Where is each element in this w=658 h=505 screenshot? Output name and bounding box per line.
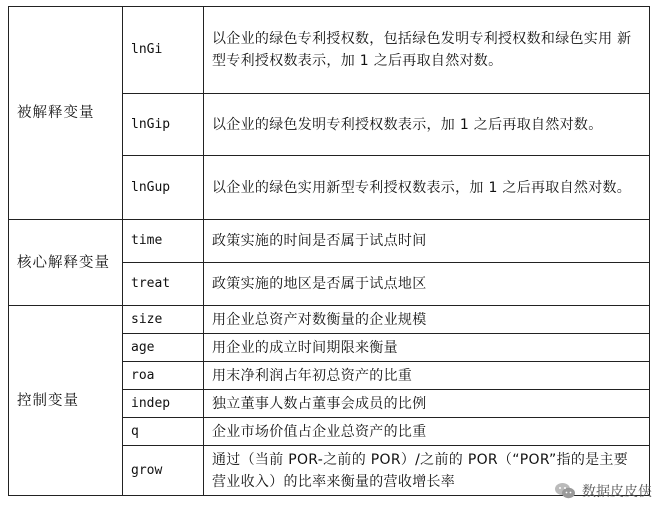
variable-description: 用企业总资产对数衡量的企业规模 xyxy=(204,306,650,334)
variable-description: 以企业的绿色发明专利授权数表示，加 1 之后再取自然对数。 xyxy=(204,94,650,156)
variable-name: time xyxy=(123,220,204,263)
variable-definition-table xyxy=(8,6,650,496)
variable-description: 独立董事人数占董事会成员的比例 xyxy=(204,390,650,418)
group-control-variable: 控制变量 xyxy=(9,306,123,496)
variable-description: 政策实施的时间是否属于试点时间 xyxy=(204,220,650,263)
variable-name: lnGup xyxy=(123,156,204,220)
watermark-badge xyxy=(554,481,652,501)
table-row xyxy=(9,7,650,94)
variable-description: 通过（当前 POR-之前的 POR）/之前的 POR（“POR”指的是主要 营业收入）的比率来衡量的营收增长率 xyxy=(204,446,650,496)
variable-name: treat xyxy=(123,263,204,306)
variable-name: q xyxy=(123,418,204,446)
variable-name: size xyxy=(123,306,204,334)
group-dependent-variable: 被解释变量 xyxy=(9,7,123,220)
variable-description: 政策实施的地区是否属于试点地区 xyxy=(204,263,650,306)
group-core-explanatory-variable: 核心解释变量 xyxy=(9,220,123,306)
variable-name: age xyxy=(123,334,204,362)
variable-description: 企业市场价值占企业总资产的比重 xyxy=(204,418,650,446)
variable-name: indep xyxy=(123,390,204,418)
variable-description: 用企业的成立时间期限来衡量 xyxy=(204,334,650,362)
watermark-text: 数据皮皮侠 xyxy=(582,484,652,500)
table-row xyxy=(9,306,650,334)
table-row xyxy=(9,220,650,263)
variable-name: lnGip xyxy=(123,94,204,156)
variable-table-container xyxy=(8,6,650,500)
variable-description: 用末净利润占年初总资产的比重 xyxy=(204,362,650,390)
variable-name: roa xyxy=(123,362,204,390)
wechat-logo-icon xyxy=(554,482,576,500)
variable-name: lnGi xyxy=(123,7,204,94)
variable-description: 以企业的绿色专利授权数，包括绿色发明专利授权数和绿色实用 新型专利授权数表示，加 1 之后再取自然对数。 xyxy=(204,7,650,94)
variable-name: grow xyxy=(123,446,204,496)
variable-description: 以企业的绿色实用新型专利授权数表示，加 1 之后再取自然对数。 xyxy=(204,156,650,220)
